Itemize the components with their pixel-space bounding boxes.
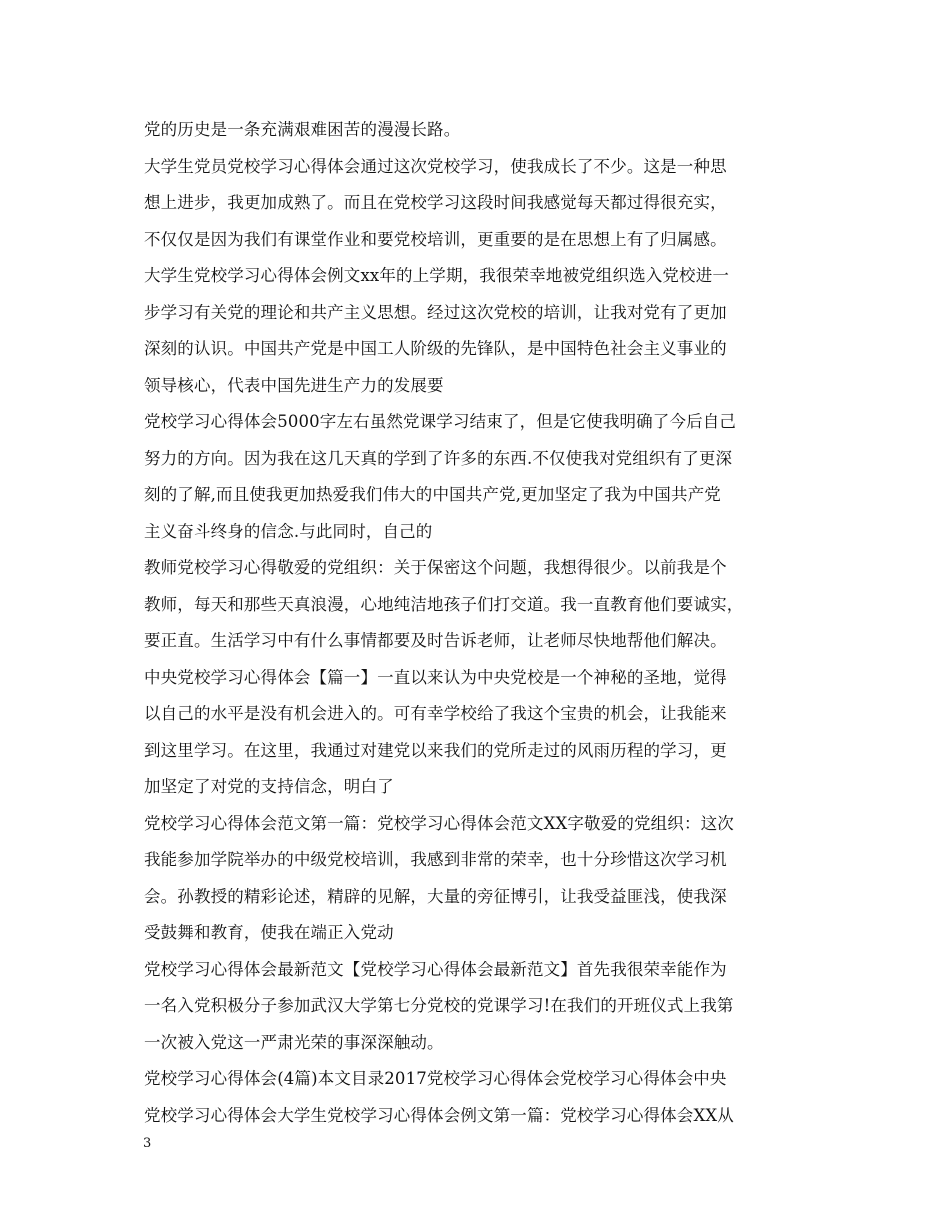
text-line: 党校学习心得体会范文第一篇：党校学习心得体会范文XX字敬爱的党组织：这次 [144, 813, 734, 833]
text-line: 大学生党员党校学习心得体会通过这次党校学习，使我成长了不少。这是一种思 [144, 156, 727, 176]
text-line: 到这里学习。在这里，我通过对建党以来我们的党所走过的风雨历程的学习，更 [144, 740, 727, 760]
text-line: 教师党校学习心得敬爱的党组织：关于保密这个问题，我想得很少。以前我是个 [144, 558, 727, 577]
text-line: 领导核心，代表中国先进生产力的发展要 [144, 375, 444, 395]
text-line: 大学生党校学习心得体会例文xx年的上学期，我很荣幸地被党组织选入党校进一 [144, 266, 730, 285]
text-line: 党校学习心得体会(4篇)本文目录2017党校学习心得体会党校学习心得体会中央 [144, 1069, 727, 1088]
text-line: 党校学习心得体会大学生党校学习心得体会例文第一篇：党校学习心得体会XX从 [144, 1105, 734, 1125]
text-line: 主义奋斗终身的信念.与此同时，自己的 [144, 521, 433, 541]
text-line: 深刻的认识。中国共产党是中国工人阶级的先锋队，是中国特色社会主义事业的 [144, 339, 727, 358]
text-line: 努力的方向。因为我在这几天真的学到了许多的东西.不仅使我对党组织有了更深 [144, 448, 733, 468]
text-line: 党校学习心得体会5000字左右虽然党课学习结束了，但是它使我明确了今后自己 [144, 412, 737, 431]
text-line: 党校学习心得体会最新范文【党校学习心得体会最新范文】首先我很荣幸能作为 [144, 959, 727, 979]
text-line: 教师，每天和那些天真浪漫，心地纯洁地孩子们打交道。我一直教育他们要诚实， [144, 594, 744, 614]
text-line: 以自己的水平是没有机会进入的。可有幸学校给了我这个宝贵的机会，让我能来 [144, 704, 727, 723]
text-line: 要正直。生活学习中有什么事情都要及时告诉老师，让老师尽快地帮他们解决。 [144, 631, 727, 650]
text-line: 步学习有关党的理论和共产主义思想。经过这次党校的培训，让我对党有了更加 [144, 302, 727, 322]
text-line: 加坚定了对党的支持信念，明白了 [144, 777, 394, 796]
text-line: 一名入党积极分子参加武汉大学第七分党校的党课学习!在我们的开班仪式上我第 [144, 996, 734, 1015]
text-line: 受鼓舞和教育，使我在端正入党动 [144, 923, 394, 942]
text-line: 刻的了解,而且使我更加热爱我们伟大的中国共产党,更加坚定了我为中国共产党 [144, 485, 721, 504]
body-text [144, 112, 824, 1134]
page-number: 3 [143, 1136, 152, 1151]
text-line: 我能参加学院举办的中级党校培训，我感到非常的荣幸，也十分珍惜这次学习机 [144, 850, 727, 869]
text-line: 想上进步，我更加成熟了。而且在党校学习这段时间我感觉每天都过得很充实， [144, 193, 727, 212]
text-line: 中央党校学习心得体会【篇一】一直以来认为中央党校是一个神秘的圣地，觉得 [144, 667, 727, 687]
text-line: 不仅仅是因为我们有课堂作业和要党校培训，更重要的是在思想上有了归属感。 [144, 229, 727, 249]
text-line: 一次被入党这一严肃光荣的事深深触动。 [144, 1032, 444, 1052]
text-line: 会。孙教授的精彩论述，精辟的见解，大量的旁征博引，让我受益匪浅，使我深 [144, 886, 727, 906]
text-line: 党的历史是一条充满艰难困苦的漫漫长路。 [144, 120, 461, 139]
